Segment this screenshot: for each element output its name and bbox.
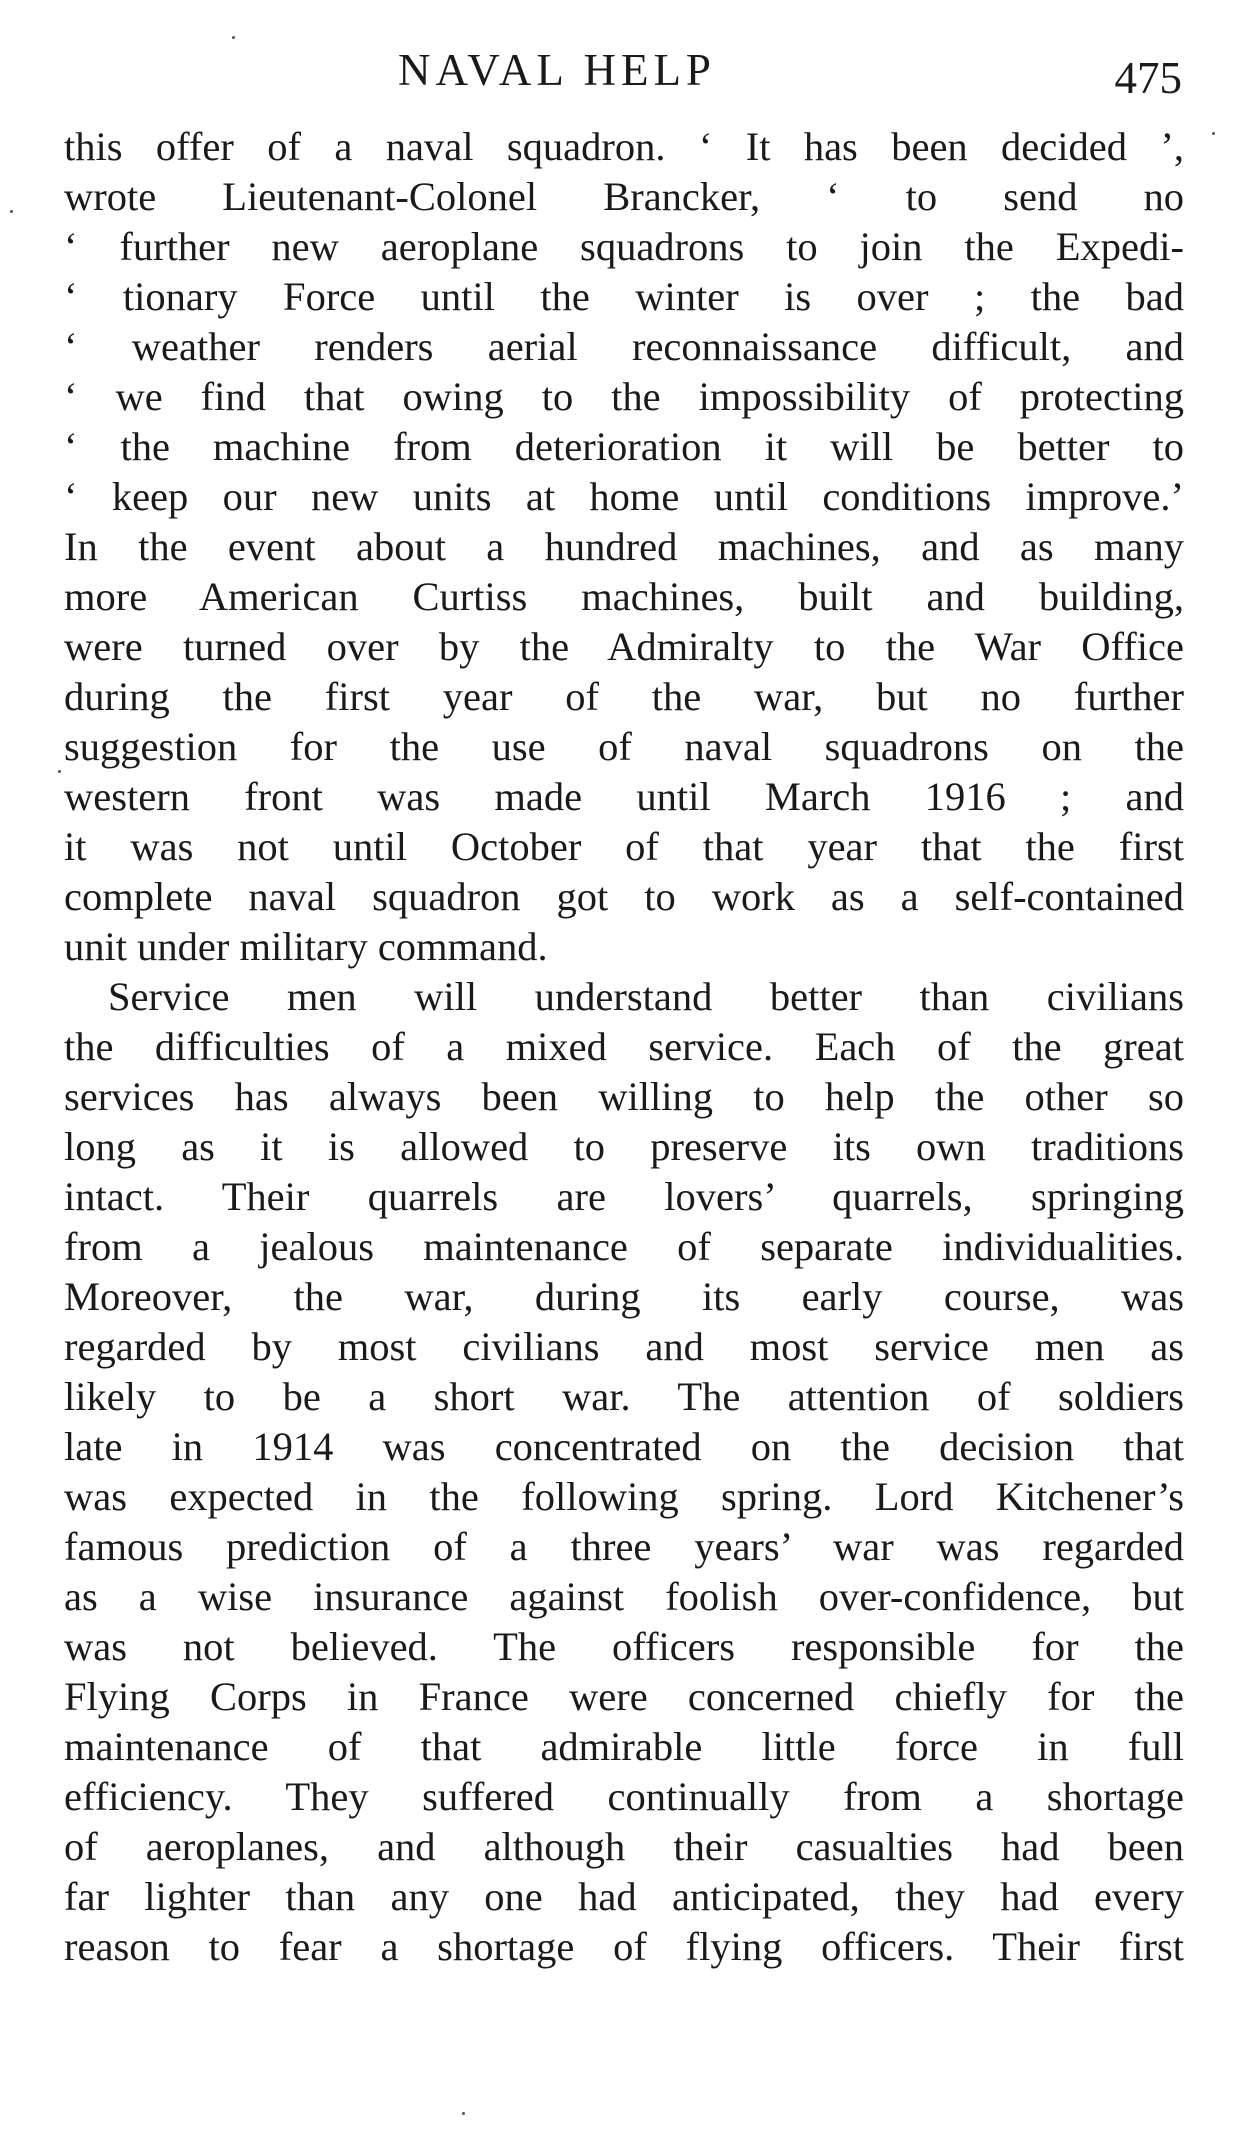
text-line: it was not until October of that year that the first [64,824,1184,869]
text-line: reason to fear a shortage of flying officers. Their first [64,1924,1184,1969]
text-line: ‘ weather renders aerial reconnaissance difficult, and [64,324,1184,369]
text-line: likely to be a short war. The attention of soldiers [64,1374,1184,1419]
text-line: regarded by most civilians and most service men as [64,1324,1184,1369]
text-line: In the event about a hundred machines, and as many [64,524,1184,569]
text-line: was not believed. The officers responsible for the [64,1624,1184,1669]
scan-speck [232,36,235,39]
text-line: ‘ keep our new units at home until conditions improve.’ [64,474,1184,519]
text-line: ‘ tionary Force until the winter is over ; the bad [64,274,1184,319]
text-line: services has always been willing to help the other so [64,1074,1184,1119]
text-line: complete naval squadron got to work as a self-contained [64,874,1184,919]
text-line: the difficulties of a mixed service. Each of the great [64,1024,1184,1069]
text-line: far lighter than any one had anticipated, they had every [64,1874,1184,1919]
scan-speck [58,770,61,773]
text-line: unit under military command. [64,924,548,969]
running-head [0,40,1250,103]
text-line: Flying Corps in France were concerned chiefly for the [64,1674,1184,1719]
text-line: suggestion for the use of naval squadrons on the [64,724,1184,769]
text-line: ‘ the machine from deterioration it will be better to [64,424,1184,469]
text-line: during the first year of the war, but no further [64,674,1184,719]
scan-speck [10,210,13,213]
page-number: 475 [1114,53,1182,103]
running-title: NAVAL HELP [398,45,716,95]
scan-speck [1212,132,1215,135]
text-line: ‘ further new aeroplane squadrons to join the Expedi- [64,224,1184,269]
text-line: more American Curtiss machines, built and building, [64,574,1184,619]
text-line: late in 1914 was concentrated on the decision that [64,1424,1184,1469]
text-line: as a wise insurance against foolish over-confidence, but [64,1574,1184,1619]
paragraph-1 [64,122,1184,972]
text-line: western front was made until March 1916 ; and [64,774,1184,819]
text-line: wrote Lieutenant-Colonel Brancker, ‘ to send no [64,174,1184,219]
text-line: from a jealous maintenance of separate individualities. [64,1224,1184,1269]
paragraph-2 [64,972,1184,1972]
text-line: maintenance of that admirable little force in full [64,1724,1184,1769]
text-line: were turned over by the Admiralty to the War Office [64,624,1184,669]
text-line: was expected in the following spring. Lord Kitchener’s [64,1474,1184,1519]
text-line: ‘ we find that owing to the impossibility of protecting [64,374,1184,419]
body-text [64,122,1184,1972]
text-line: of aeroplanes, and although their casualties had been [64,1824,1184,1869]
text-line: this offer of a naval squadron. ‘ It has been decided ’, [64,124,1184,169]
text-line: famous prediction of a three years’ war was regarded [64,1524,1184,1569]
scan-speck [462,2112,465,2115]
text-line: Service men will understand better than civilians [108,974,1184,1019]
text-line: efficiency. They suffered continually from a shortage [64,1774,1184,1819]
text-line: Moreover, the war, during its early course, was [64,1274,1184,1319]
text-line: intact. Their quarrels are lovers’ quarrels, springing [64,1174,1184,1219]
text-line: long as it is allowed to preserve its own traditions [64,1124,1184,1169]
